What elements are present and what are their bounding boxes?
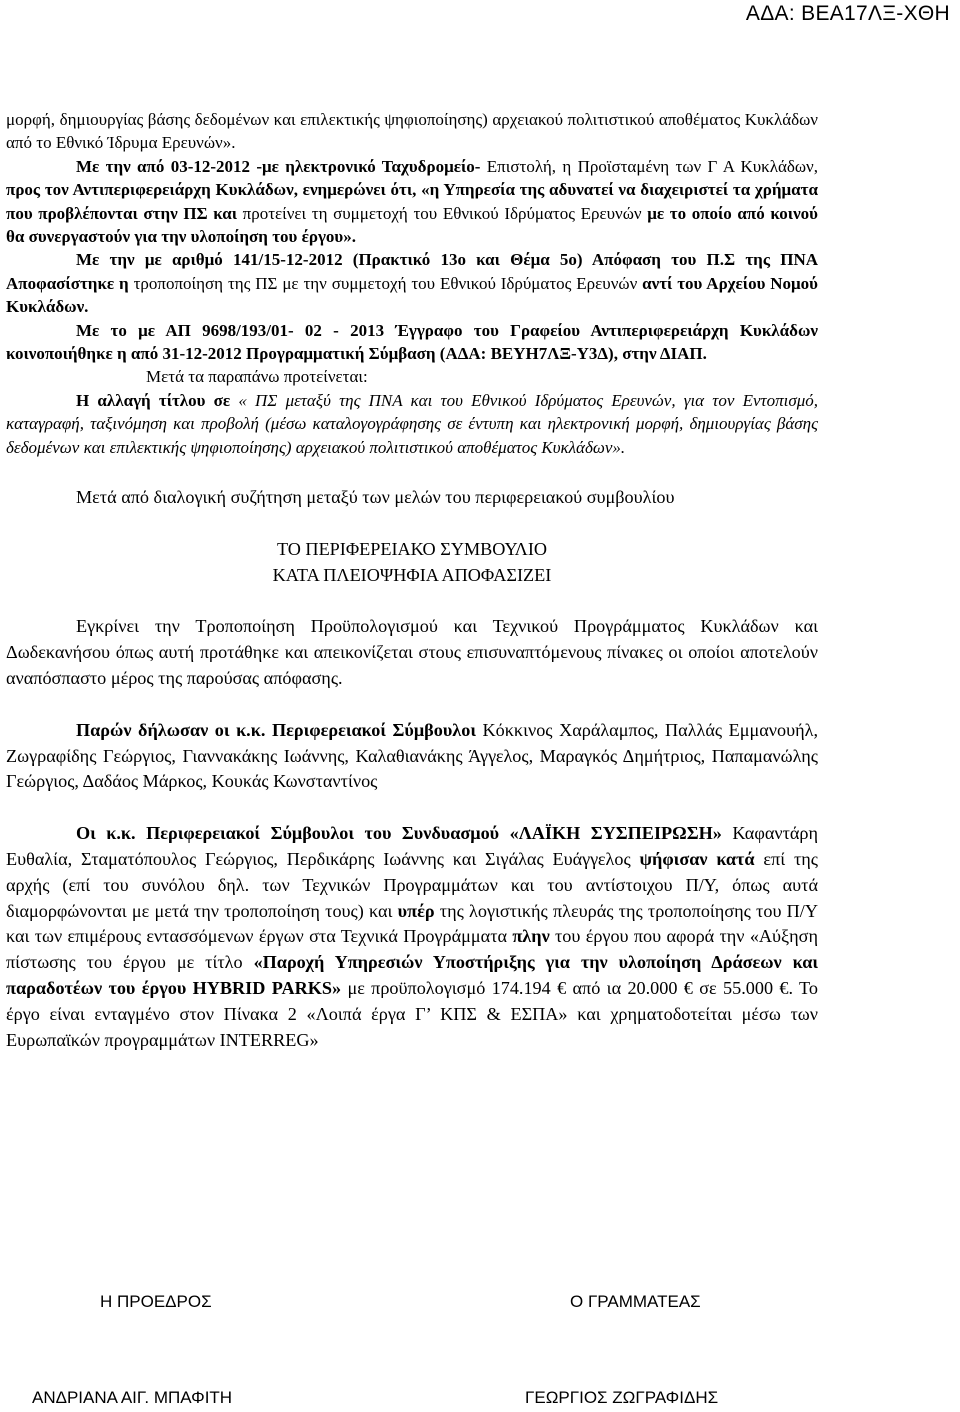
text: Με την με αριθμό 141/15-12-2012 (Πρακτικό 13ο και Θέμα 5ο) Απόφαση του Π.Σ της ΠΝΑ Αποφασίστηκε η xyxy=(6,250,818,293)
text: πλην xyxy=(512,926,555,947)
paragraph-votes xyxy=(6,821,818,1053)
document-body xyxy=(6,108,818,1053)
text: προς τον Αντιπεριφερειάρχη Κυκλάδων, ενημερώνει ότι, «η Υπηρεσία της αδυνατεί να διαχειριστεί τα χρήματα που προβλέπονται στην ΠΣ και xyxy=(6,180,818,223)
paragraph-title-change xyxy=(6,389,818,459)
text: Κόκκινος Χαράλαμπος, Παλλάς Εμμανουήλ, Ζωγραφίδης Γεώργιος, Γιαννακάκης Ιωάννης, Καλαθιανάκης Άγγελος, Μαραγκός Δημήτριος, Παπαμανώλης Γεώργιος, Δαδάος Μάρκος, Κουκάς Κωνσταντίνος xyxy=(6,719,818,792)
chair-name: ΑΝΔΡΙΑΝΑ ΑΙΓ. ΜΠΑΦΙΤΗ xyxy=(32,1388,233,1407)
text: της λογιστικής πλευράς της τροποποίησης του Π/Υ και των επιμέρους εντασσόμενων έργων στα Τεχνικά Προγράμματα xyxy=(6,900,818,947)
paragraph-discussion xyxy=(6,485,818,511)
text: υπέρ xyxy=(397,900,440,921)
chair-title: Η ΠΡΟΕΔΡΟΣ xyxy=(100,1292,212,1311)
paragraph-title-continuation xyxy=(6,108,818,155)
text: του έργου που αφορά την «Αύξηση πίστωσης του έργου με τίτλο xyxy=(6,926,818,973)
text: τροποποίηση της ΠΣ με την συμμετοχή του Εθνικού Ιδρύματος Ερευνών xyxy=(133,273,643,293)
text: Η αλλαγή τίτλου σε xyxy=(76,390,239,410)
text: Μετά τα παραπάνω προτείνεται: xyxy=(146,367,368,387)
text: μορφή, δημιουργίας βάσης δεδομένων και επιλεκτικής ψηφιοποίησης) αρχειακού πολιτιστικού αποθέματος Κυκλάδων από το Εθνικό Ίδρυμα Ερευνών». xyxy=(6,110,818,153)
text: προτείνει τη συμμετοχή του Εθνικού Ιδρύματος Ερευνών xyxy=(242,203,648,223)
paragraph-email-letter xyxy=(6,155,818,249)
text: ψήφισαν κατά xyxy=(639,849,764,870)
text: Οι κ.κ. Περιφερειακοί Σύμβουλοι του Συνδυασμού «ΛΑΪΚΗ ΣΥΣΠΕΙΡΩΣΗ» xyxy=(76,823,733,844)
text: αντί του Αρχείου Νομού Κυκλάδων. xyxy=(6,273,819,317)
secretary-title: Ο ΓΡΑΜΜΑΤΕΑΣ xyxy=(570,1292,701,1311)
ada-code: ΑΔΑ: ΒΕΑ17ΛΞ-ΧΘΗ xyxy=(745,2,950,25)
text: Καφαντάρη Ευθαλία, Σταματόπουλος Γεώργιος, Περδικάρης Ιωάννης και Σιγάλας Ευάγγελος xyxy=(6,823,818,870)
text: με το οποίο από κοινού θα συνεργαστούν για την υλοποίηση του έργου». xyxy=(6,203,818,247)
paragraph-document-notice xyxy=(6,319,818,366)
secretary-name: ΓΕΩΡΓΙΟΣ ΖΩΓΡΑΦΙΔΗΣ xyxy=(525,1388,719,1407)
paragraph-approval xyxy=(6,614,818,691)
paragraph-present xyxy=(6,718,818,795)
paragraph-council-decision xyxy=(6,248,818,318)
text: « ΠΣ μεταξύ της ΠΝΑ και του Εθνικού Ιδρύματος Ερευνών, για τον Εντοπισμό, καταγραφή, ταξινόμηση και προβολή (μέσω καταλογογράφησης σε έντυπη και ηλεκτρονική μορφή, δημιουργίας βάσης δεδομένων και επιλεκτικής ψηφιοποίησης) αρχειακού πολιτιστικού αποθέματος Κυκλάδων». xyxy=(6,390,819,457)
text: Επιστολή, η Προϊσταμένη των Γ Α Κυκλάδων, xyxy=(486,156,818,176)
text: Παρών δήλωσαν οι κ.κ. Περιφερειακοί Σύμβουλοι xyxy=(76,719,483,740)
text: Εγκρίνει την Τροποποίηση Προϋπολογισμού και Τεχνικού Προγράμματος Κυκλάδων και Δωδεκανήσου όπως αυτή προτάθηκε και απεικονίζεται στους επισυναπτόμενους πίνακες οι οποίοι αποτελούν αναπόσπαστο μέρος της παρούσας απόφασης. xyxy=(6,616,818,689)
decision-heading-line-1: ΤΟ ΠΕΡΙΦΕΡΕΙΑΚΟ ΣΥΜΒΟΥΛΙΟ xyxy=(276,538,548,559)
text: «Παροχή Υπηρεσιών Υποστήριξης για την υλοποίηση Δράσεων και παραδοτέων του έργου HYBRID PARKS» xyxy=(6,952,819,999)
text: Με το με ΑΠ 9698/193/01- 02 - 2013 Έγγραφο του Γραφείου Αντιπεριφερειάρχη Κυκλάδων κοινοποιήθηκε η από 31-12-2012 Προγραμματική Σύμβαση (ΑΔΑ: ΒΕΥΗ7ΛΞ-Υ3Δ), στην ΔΙΑΠ. xyxy=(6,320,818,364)
text: με προϋπολογισμό 174.194 € από ια 20.000 € σε 55.000 €. Το έργο είναι ενταγμένο στον Πίνακα 2 «Λοιπά έργα Γ’ ΚΠΣ & ΕΣΠΑ» και χρηματοδοτείται μέσω των Ευρωπαϊκών προγραμμάτων INTERREG» xyxy=(6,978,818,1050)
text: Μετά από διαλογική συζήτηση μεταξύ των μελών του περιφερειακού συμβουλίου xyxy=(76,487,675,508)
decision-heading xyxy=(6,537,818,589)
paragraph-proposal-intro xyxy=(6,365,818,388)
text: Με την από 03-12-2012 -με ηλεκτρονικό Ταχυδρομείο- xyxy=(76,156,487,176)
text: επί της αρχής (επί του συνόλου δηλ. των Τεχνικών Προγραμμάτων και του αντίστοιχου Π/Υ, όπως αυτά διαμορφώνονται με μετά την τροποποίηση τους) και xyxy=(6,849,818,921)
decision-heading-line-2: ΚΑΤΑ ΠΛΕΙΟΨΗΦΙΑ ΑΠΟΦΑΣΙΖΕΙ xyxy=(272,564,552,585)
